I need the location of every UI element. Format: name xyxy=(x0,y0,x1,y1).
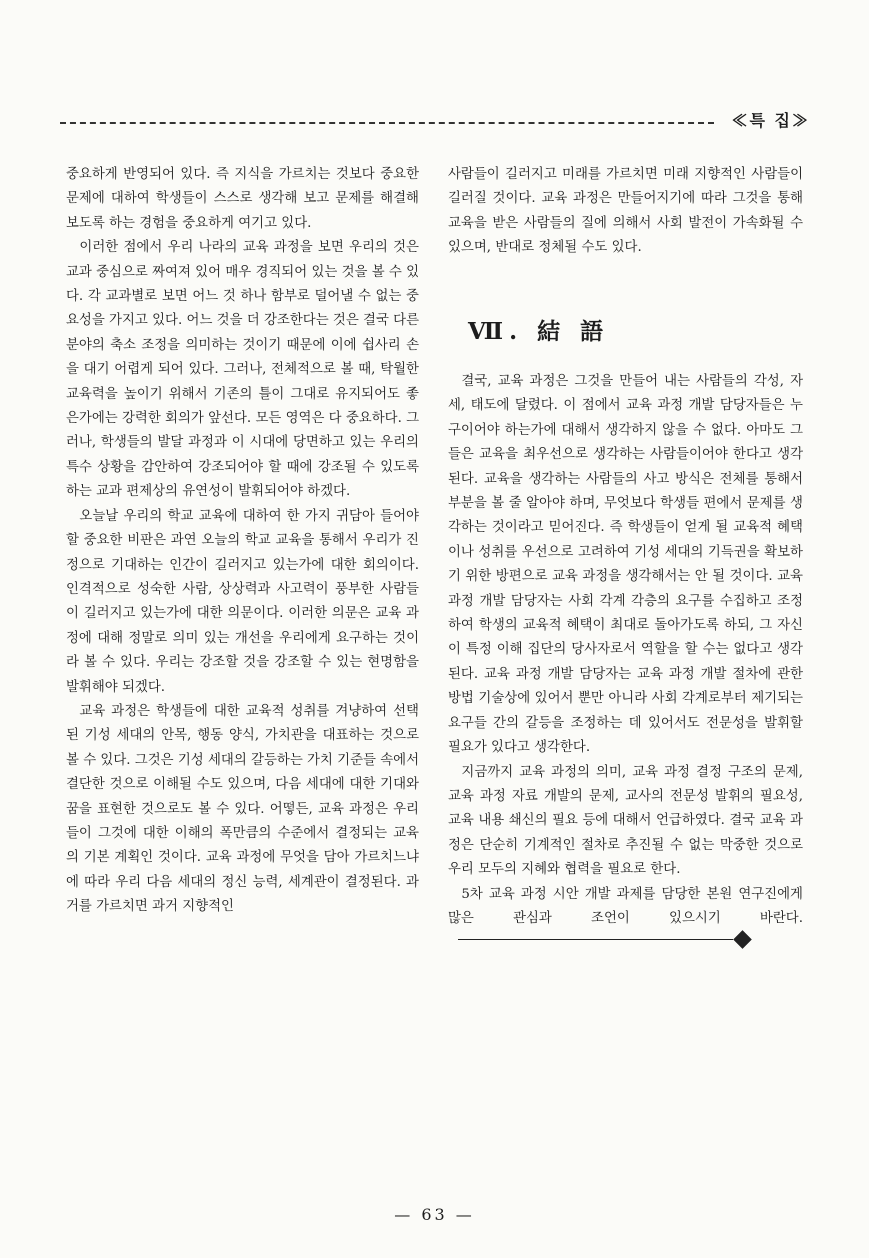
end-rule xyxy=(458,939,733,940)
paragraph: 사람들이 길러지고 미래를 가르치면 미래 지향적인 사람들이 길러질 것이다. 교육 과정은 만들어지기에 따라 그것을 통해 교육을 받은 사람들의 질에 의해서 사회 발전이 가속화될 수 있으며, 반대로 정체될 수도 있다. xyxy=(448,167,803,256)
left-column xyxy=(66,163,419,920)
header-dashed-rule xyxy=(60,122,714,124)
paragraph: 교육 과정은 학생들에 대한 교육적 성취를 겨냥하여 선택된 기성 세대의 안목, 행동 양식, 가치관을 대표하는 것으로 볼 수 있다. 그것은 기성 세대의 갈등하는 가치 기준들 속에서 결단한 것으로 이해될 수도 있으며, 다음 세대에 대한 기대와 꿈을 표현한 것으로도 볼 수 있다. 어떻든, 교육 과정은 우리들이 그것에 대한 이해의 폭만큼의 수준에서 결정되는 교육의 기본 계획인 것이다. 교육 과정에 무엇을 담아 가르치느냐에 따라 우리 다음 세대의 정신 능력, 세계관이 결정된다. 과거를 가르치면 과거 지향적인 xyxy=(66,703,420,915)
conclusion-body xyxy=(448,370,803,956)
paragraph: 이러한 점에서 우리 나라의 교육 과정을 보면 우리의 것은 교과 중심으로 짜여져 있어 매우 경직되어 있는 것을 볼 수 있다. 각 교과별로 보면 어느 것 하나 함부로 덜어낼 수 없는 중요성을 가지고 있다. 어느 것을 더 강조한다는 것은 결국 다른 분야의 축소 조정을 의미하는 것이기 때문에 이에 쉽사리 손을 대기 어렵게 되어 있다. 그러나, 전체적으로 볼 때, 탁월한 교육력을 높이기 위해서 기존의 틀이 그대로 유지되어도 좋은가에는 강력한 회의가 앞선다. 모든 영역은 다 중요하다. 그러나, 학생들의 발달 과정과 이 시대에 당면하고 있는 우리의 특수 상황을 감안하여 강조되어야 할 때에 강조될 수 있도록 하는 교과 편제상의 유연성이 발휘되어야 하겠다. xyxy=(66,240,420,500)
section-label: ≪특 집≫ xyxy=(731,111,810,130)
closing-text: 5차 교육 과정 시안 개발 과제를 담당한 본원 연구진에게 많은 관심과 조언이 있으시기 바란다. xyxy=(448,886,803,926)
paragraph: 지금까지 교육 과정의 의미, 교육 과정 결정 구조의 문제, 교육 과정 자료 개발의 문제, 교사의 전문성 발휘의 필요성, 교육 내용 쇄신의 필요 등에 대해서 언급하였다. 결국 교육 과정은 단순히 기계적인 절차로 추진될 수 없는 막중한 것으로 우리 모두의 지혜와 협력을 필요로 한다. xyxy=(448,764,803,878)
paragraph: 결국, 교육 과정은 그것을 만들어 내는 사람들의 각성, 자세, 태도에 달렸다. 이 점에서 교육 과정 개발 담당자들은 누구이어야 하는가에 대해서 생각하지 않을 수 없다. 아마도 그들은 교육을 최우선으로 생각하는 사람들이어야 한다고 생각된다. 교육을 생각하는 사람들의 사고 방식은 전체를 통해서 부분을 볼 줄 알아야 하며, 무엇보다 학생들 편에서 문제를 생각하는 것이라고 믿어진다. 즉 학생들이 얻게 될 교육적 혜택이나 성취를 우선으로 고려하여 기성 세대의 기득권을 확보하기 위한 방편으로 교육 과정을 생각해서는 안 될 것이다. 교육 과정 개발 담당자는 사회 각계 각층의 요구를 수집하고 조정하여 학생의 교육적 혜택이 최대로 돌아가도록 하되, 그 자신이 특정 이해 집단의 당사자로서 역할을 할 수는 없다고 생각된다. 교육 과정 개발 담당자는 교육 과정 개발 절차에 관한 방법 기술상에 있어서 뿐만 아니라 사회 각계로부터 제기되는 요구들 간의 갈등을 조정하는 데 있어서도 전문성을 발휘할 필요가 있다고 생각한다. xyxy=(448,374,803,756)
paragraph xyxy=(448,883,803,956)
page-number: — 63 — xyxy=(394,1205,475,1224)
section-heading: Ⅶ. 結 語 xyxy=(468,318,610,345)
paragraph: 오늘날 우리의 학교 교육에 대하여 한 가지 귀담아 들어야 할 중요한 비판은 과연 오늘의 학교 교육을 통해서 우리가 진정으로 기대하는 인간이 길러지고 있는가에 대한 회의이다. 인격적으로 성숙한 사람, 상상력과 사고력이 풍부한 사람들이 길러지고 있는가에 대한 의문이다. 이러한 의문은 교육 과정에 대해 정말로 의미 있는 개선을 우리에게 요구하는 것이라 볼 수 있다. 우리는 강조할 것을 강조할 수 있는 현명함을 발휘해야 되겠다. xyxy=(66,508,419,695)
paragraph: 중요하게 반영되어 있다. 즉 지식을 가르치는 것보다 중요한 문제에 대하여 학생들이 스스로 생각해 보고 문제를 해결해 보도록 하는 경험을 중요하게 여기고 있다. xyxy=(66,167,419,231)
page-header xyxy=(60,108,810,134)
right-column-continuation xyxy=(448,163,803,261)
end-diamond-icon xyxy=(733,931,751,949)
